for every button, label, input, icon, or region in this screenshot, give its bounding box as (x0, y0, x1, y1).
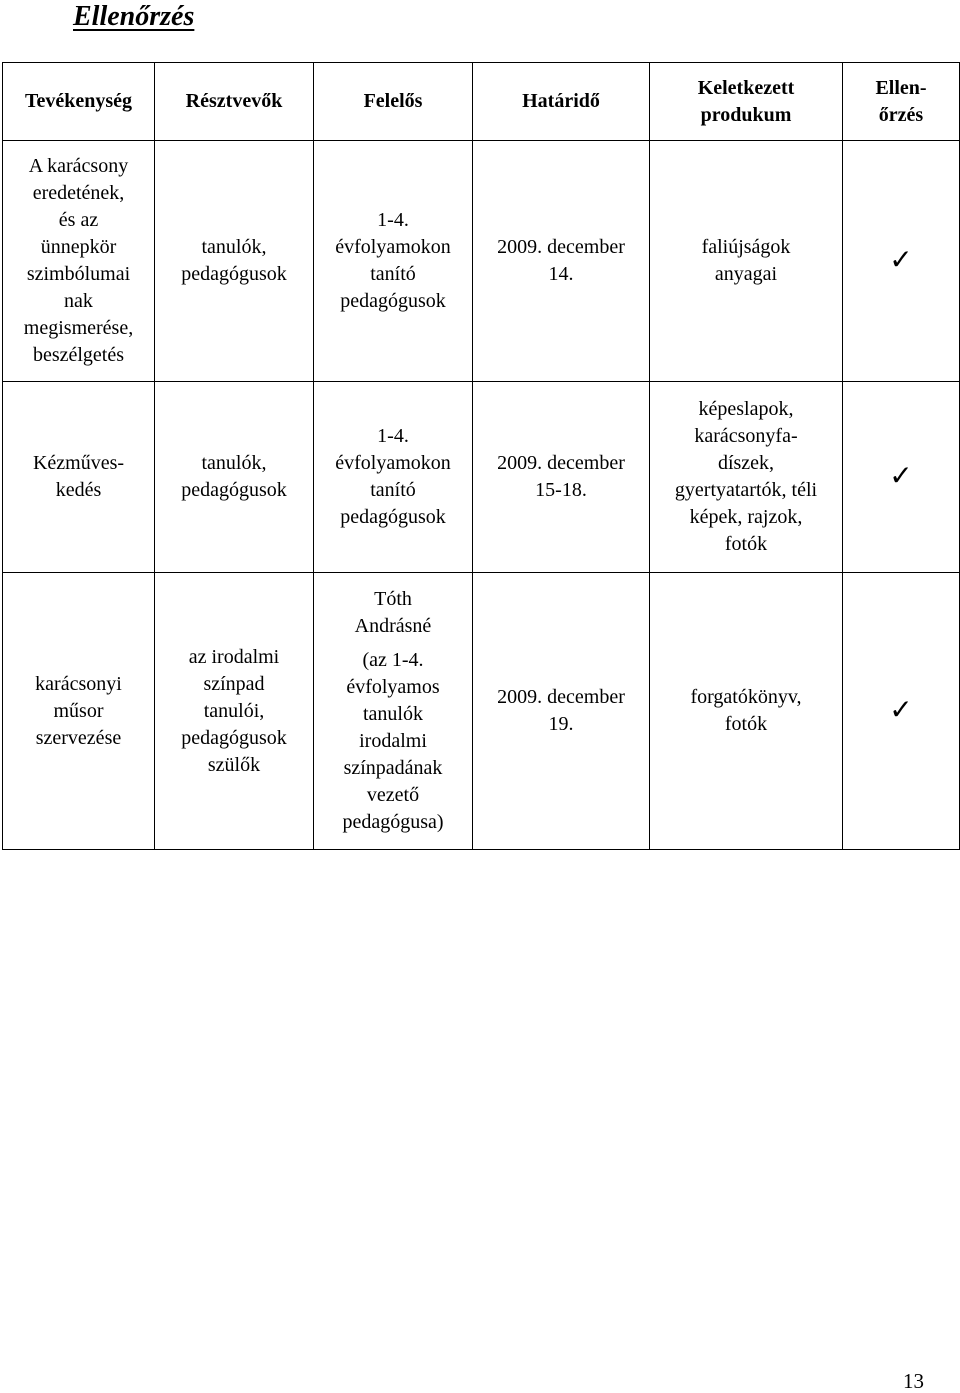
checkmark-icon: ✓ (889, 692, 913, 726)
cell-deadline: 2009. december 14. (473, 141, 650, 382)
cell-activity: A karácsony eredetének, és az ünnepkör szimbólumai nak megismerése, beszélgetés (3, 141, 155, 382)
responsible-role: (az 1-4. évfolyamos tanulók irodalmi színpadának vezető pedagógusa) (342, 649, 444, 833)
page-number: 13 (903, 1369, 924, 1393)
activity-table (2, 62, 960, 850)
cell-deadline: 2009. december 19. (473, 573, 650, 850)
table-header-row (3, 63, 960, 141)
cell-product: forgatókönyv, fotók (650, 573, 843, 850)
checkmark-icon: ✓ (889, 242, 913, 276)
header-responsible: Felelős (314, 63, 473, 141)
cell-responsible: 1-4. évfolyamokon tanító pedagógusok (314, 382, 473, 573)
cell-participants: az irodalmi színpad tanulói, pedagógusok szülők (155, 573, 314, 850)
cell-participants: tanulók, pedagógusok (155, 382, 314, 573)
cell-check (843, 141, 960, 382)
table-row (3, 141, 960, 382)
cell-product: képeslapok, karácsonyfa- díszek, gyertyatartók, téli képek, rajzok, fotók (650, 382, 843, 573)
checkmark-icon: ✓ (889, 458, 913, 492)
header-product: Keletkezett produkum (650, 63, 843, 141)
table-row (3, 382, 960, 573)
cell-check (843, 573, 960, 850)
header-activity: Tevékenység (3, 63, 155, 141)
cell-responsible: 1-4. évfolyamokon tanító pedagógusok (314, 141, 473, 382)
cell-activity: Kézműves- kedés (3, 382, 155, 573)
responsible-name: Tóth Andrásné (354, 588, 432, 637)
header-check: Ellen- őrzés (843, 63, 960, 141)
cell-responsible (314, 573, 473, 850)
cell-product: faliújságok anyagai (650, 141, 843, 382)
cell-check (843, 382, 960, 573)
page-title: Ellenőrzés (73, 1, 195, 32)
cell-participants: tanulók, pedagógusok (155, 141, 314, 382)
header-deadline: Határidő (473, 63, 650, 141)
cell-activity: karácsonyi műsor szervezése (3, 573, 155, 850)
table-row (3, 573, 960, 850)
header-participants: Résztvevők (155, 63, 314, 141)
cell-deadline: 2009. december 15-18. (473, 382, 650, 573)
